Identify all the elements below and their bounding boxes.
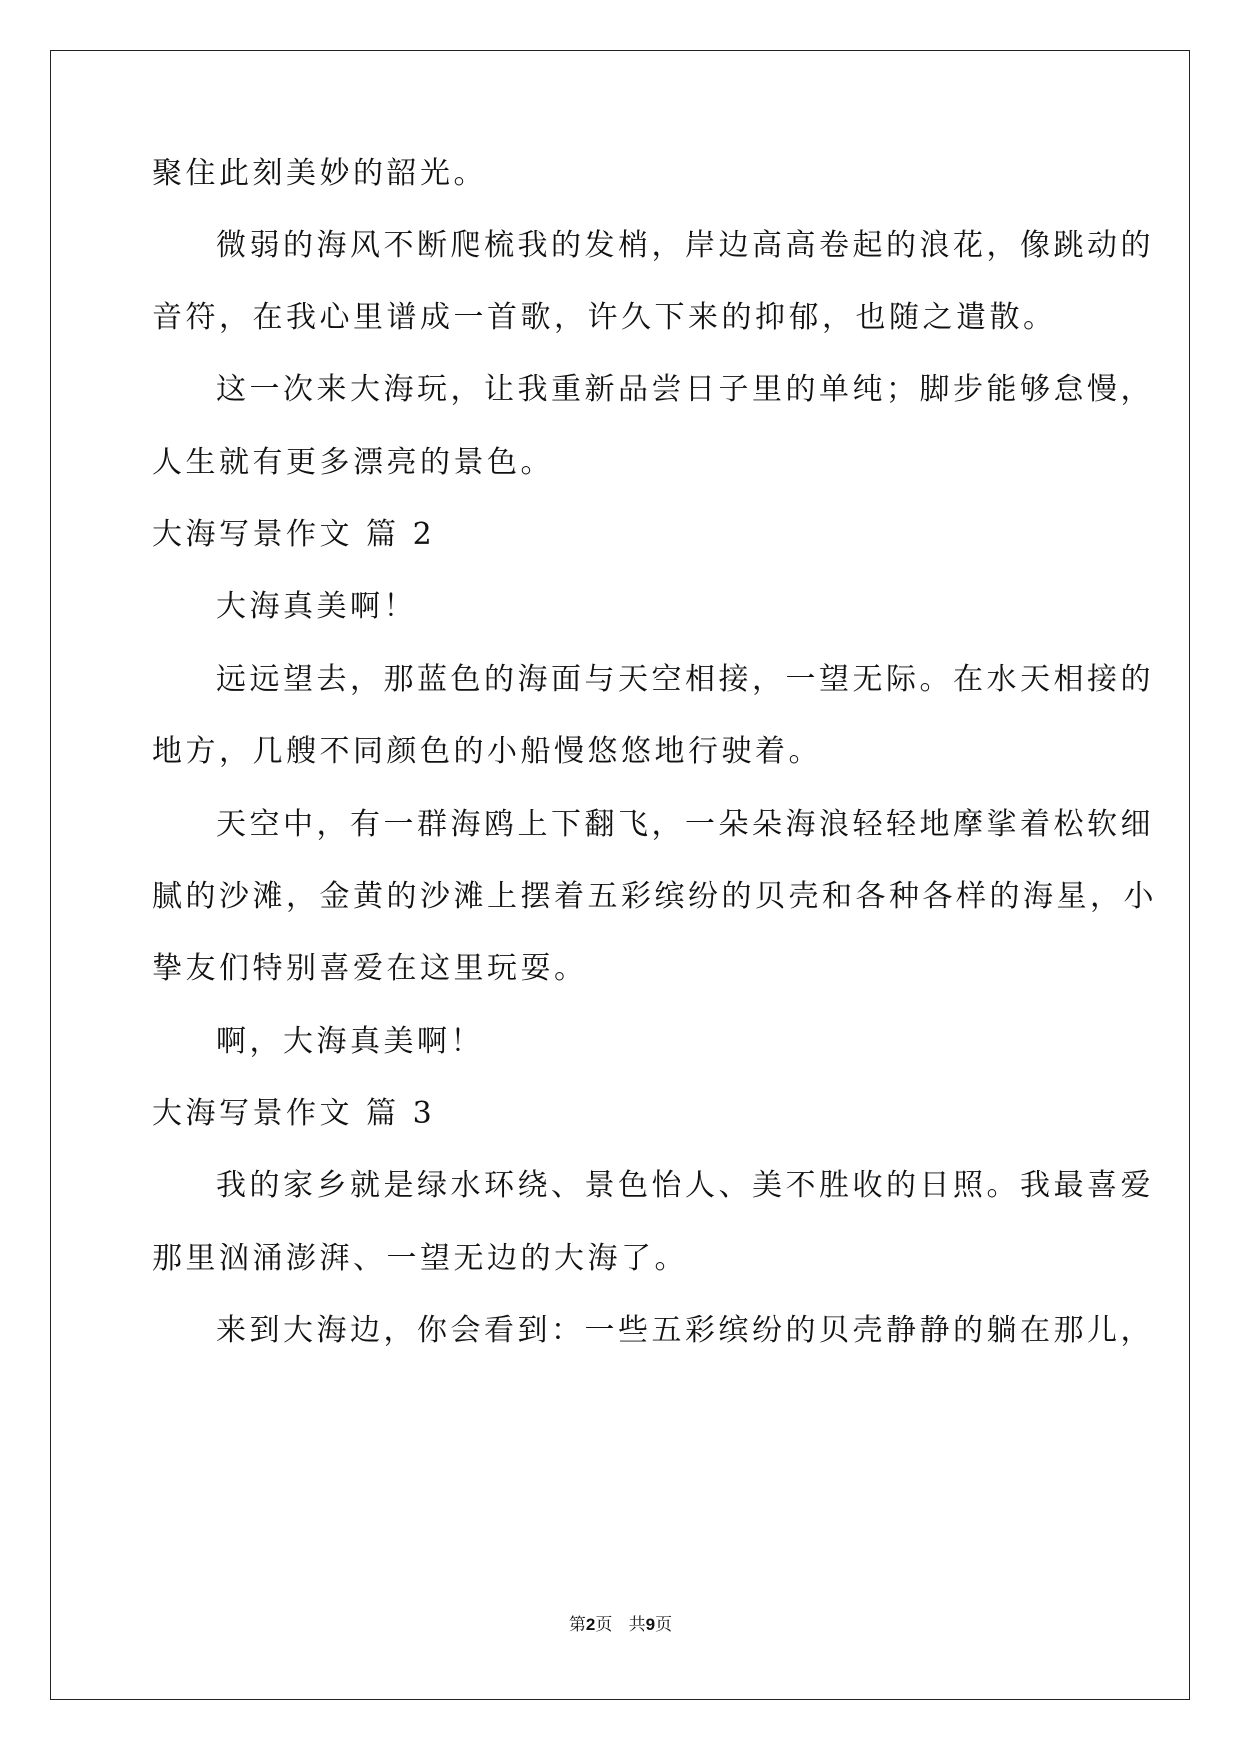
page-number: 2 <box>585 1615 596 1634</box>
paragraph-line: 音符，在我心里谱成一首歌，许久下来的抑郁，也随之遣散。 <box>152 300 1057 335</box>
paragraph-line: 那里汹涌澎湃、一望无边的大海了。 <box>152 1241 688 1276</box>
total-prefix: 共 <box>628 1615 646 1635</box>
section-heading: 大海写景作文 篇 2 <box>152 517 436 552</box>
paragraph-line: 天空中，有一群海鸥上下翻飞，一朵朵海浪轻轻地摩挲着松软细 <box>216 807 1154 842</box>
total-suffix: 页 <box>655 1615 673 1635</box>
total-pages: 9 <box>645 1615 656 1634</box>
paragraph-line: 聚住此刻美妙的韶光。 <box>152 156 487 191</box>
page-prefix: 第 <box>568 1615 586 1635</box>
paragraph-line: 我的家乡就是绿水环绕、景色怡人、美不胜收的日照。我最喜爱 <box>216 1168 1154 1203</box>
paragraph-line: 挚友们特别喜爱在这里玩耍。 <box>152 951 588 986</box>
section-heading: 大海写景作文 篇 3 <box>152 1096 436 1131</box>
paragraph-line: 这一次来大海玩，让我重新品尝日子里的单纯；脚步能够怠慢， <box>216 372 1154 407</box>
paragraph-line: 人生就有更多漂亮的景色。 <box>152 445 554 480</box>
paragraph-line: 腻的沙滩，金黄的沙滩上摆着五彩缤纷的贝壳和各种各样的海星，小 <box>152 879 1157 914</box>
paragraph-line: 微弱的海风不断爬梳我的发梢，岸边高高卷起的浪花，像跳动的 <box>216 228 1154 263</box>
paragraph-line: 大海真美啊！ <box>216 589 417 624</box>
paragraph-line: 地方，几艘不同颜色的小船慢悠悠地行驶着。 <box>152 734 822 769</box>
page-suffix: 页 <box>595 1615 613 1635</box>
paragraph-line: 来到大海边，你会看到：一些五彩缤纷的贝壳静静的躺在那儿， <box>216 1313 1154 1348</box>
paragraph-line: 啊，大海真美啊！ <box>216 1024 484 1059</box>
paragraph-line: 远远望去，那蓝色的海面与天空相接，一望无际。在水天相接的 <box>216 662 1154 697</box>
page-footer <box>0 1610 1241 1635</box>
